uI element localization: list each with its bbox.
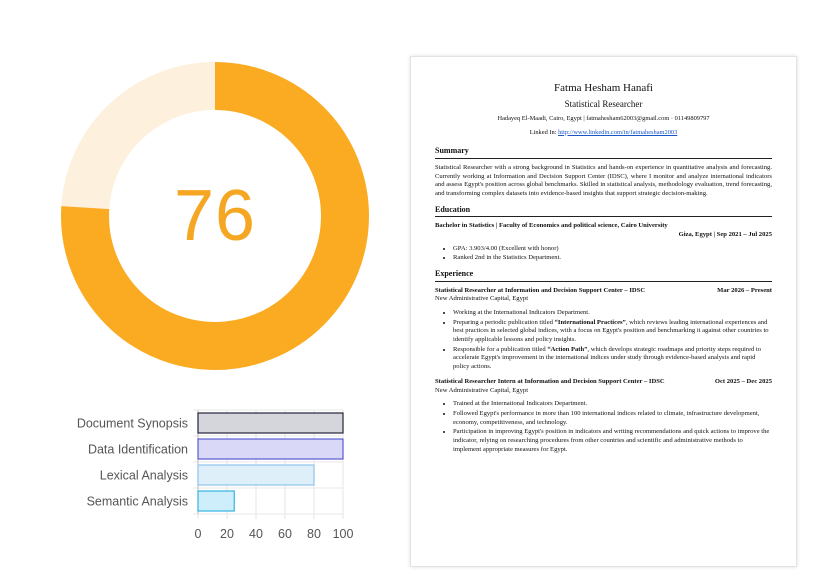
analysis-bar-chart [0, 400, 380, 550]
chart-tick-labels [195, 527, 354, 541]
bar-data-identification [198, 439, 343, 459]
job1-location: New Administrative Capital, Egypt [435, 295, 529, 303]
job1-b2-bold: “International Practices” [554, 318, 626, 326]
category-label: Semantic Analysis [86, 494, 188, 509]
resume-name: Fatma Hesham Hanafi [554, 82, 653, 94]
bar-semantic-analysis [198, 491, 234, 511]
resume-contact: Hadayeq El-Maadi, Cairo, Egypt | fatmahesham62003@gmail.com · 01149809797 [497, 115, 710, 123]
score-gauge [61, 62, 369, 370]
job2-location: New Administrative Capital, Egypt [435, 386, 529, 394]
category-label: Document Synopsis [76, 416, 188, 431]
job2-list [435, 400, 772, 454]
bar-document-synopsis [198, 413, 343, 433]
job1-dates: Mar 2026 – Present [717, 286, 772, 294]
linkedin-link[interactable]: http://www.linkedin.com/in/fatmahesham2003 [558, 128, 678, 136]
education-location-dates: Giza, Egypt | Sep 2021 – Jul 2025 [678, 230, 772, 238]
bar-lexical-analysis [198, 465, 314, 485]
chart-category-labels [77, 417, 188, 509]
category-label: Lexical Analysis [99, 468, 188, 483]
x-tick-label: 100 [332, 527, 354, 541]
job2-dates: Oct 2025 – Dec 2025 [714, 377, 772, 385]
x-tick-label: 60 [278, 527, 292, 541]
job1-b2-text: Preparing a periodic publication titled [453, 318, 555, 326]
category-label: Data Identification [87, 442, 188, 457]
job1-header [435, 287, 772, 296]
job1-b3-bold: “Action Path” [547, 345, 588, 353]
resume-title: Statistical Researcher [564, 98, 643, 109]
education-degree: Bachelor in Statistics | Faculty of Economics and political science, Cairo University [435, 222, 668, 230]
x-tick-label: 40 [249, 527, 263, 541]
job1-b3-rest: , which develops strategic roadmaps and priority steps required to accelerate Egypt's improvement in the international indices under study through evidence-based analysis and rapid policy actions. [453, 345, 762, 371]
job1-b3-text: Responsible for a publication titled [453, 345, 548, 353]
list-item: • Ranked 2nd in the Statistics Department. [453, 254, 772, 263]
resume-preview [410, 56, 797, 567]
linkedin-label: Linked In: [529, 128, 559, 136]
list-item: • Followed Egypt's performance in more than 100 international indices related to climate, infrastructure development, economy, competitiveness, and technology. [453, 410, 772, 427]
list-item: • Participation in improving Egypt's position in indicators and writing recommendations and quick actions to improve the indicator, relying on researching procedures from other countries and scientific and administrative methods to implement appropriate measures for Egypt. [453, 428, 772, 454]
job1-list [435, 309, 772, 372]
job1-title: Statistical Researcher at Information and Decision Support Center – IDSC [435, 286, 646, 294]
list-item: • GPA: 3.903/4.00 (Excellent with honor) [453, 245, 772, 254]
list-item [453, 319, 772, 345]
experience-heading: Experience [435, 269, 772, 282]
score-value: 76 [173, 176, 257, 256]
job1-b2-rest: , which reviews leading international experiences and best practices in selected global indices, with a focus on Egypt's position and benchmarking it against other countries to identify applicable lessons and policy insights. [453, 318, 769, 344]
job2-header [435, 378, 772, 387]
x-tick-label: 0 [194, 527, 202, 541]
x-tick-label: 80 [307, 527, 321, 541]
job2-title: Statistical Researcher Intern at Information and Decision Support Center – IDSC [435, 377, 665, 385]
education-heading: Education [435, 205, 772, 218]
education-list [435, 245, 772, 263]
resume-linkedin [435, 129, 772, 137]
summary-heading: Summary [435, 146, 772, 159]
list-item: • Trained at the International Indicators Department. [453, 400, 772, 409]
list-item: • Working at the International Indicators Department. [453, 309, 772, 318]
summary-text: Statistical Researcher with a strong background in Statistics and hands-on experience in quantitative analysis and forecasting. Currently working at Information and Decision Support Center (IDSC), where I monitor and analyze international indicators and assess Egypt's position across global benchmarks. Skilled in statistical analysis, methodology evaluation, trend forecasting, and transforming complex datasets into evidence-based insights that support strategic decision-making. [435, 163, 772, 197]
x-tick-label: 20 [220, 527, 234, 541]
list-item [453, 346, 772, 372]
